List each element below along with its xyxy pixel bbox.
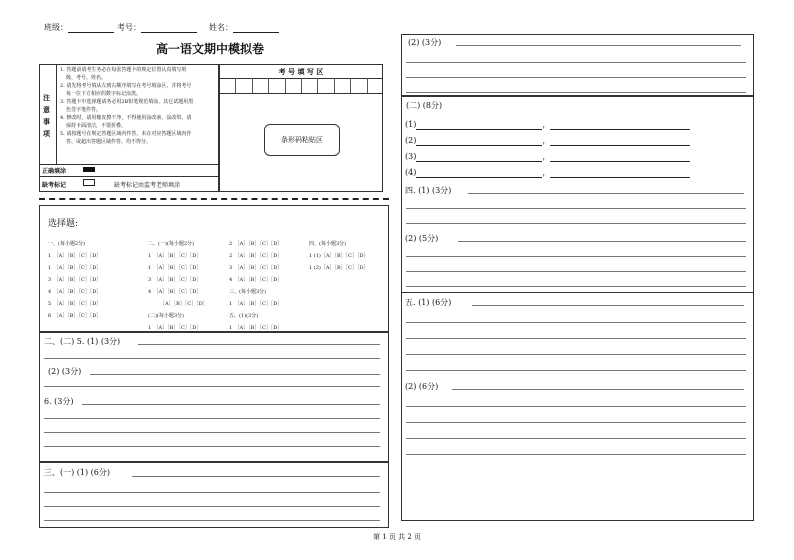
notice-text: 1. 答题前请考生务必在每张答题卡的规定位置认真填写班 级、考号、姓名。 2. 请先将考号填从左到右顺序填写在考号填涂区，并将考号 每一位下方相应的数字标记涂黑。 3. 答题卡中选择题请务必用2B铅笔规范填涂，其它试题用黑 色签字笔作答。 4. 修改时，请用橡皮擦干净，不得使用涂改液、涂改带。请 保持卡面清洁，不要折叠。 5. 请按题号在规定答题区域内作答，未在对应答题区域内作 答、或超出答题区域作答，均不得分。 (60, 67, 194, 145)
q4-1-label: 四. (1) (3分) (405, 186, 452, 195)
page-title: 高一语文期中模拟卷 (156, 42, 265, 56)
q2-5-label: 二、(二) 5. (1) (3分) (44, 337, 121, 346)
answer-box-right-1 (401, 34, 754, 96)
blank-3[interactable]: (3) ， (405, 151, 690, 162)
exam-no-cell-divider (235, 78, 236, 93)
filled-mark-sample (83, 167, 95, 172)
exam-no-field[interactable] (117, 22, 197, 33)
exam-no-label: 考号： (117, 23, 141, 32)
choice-col-3[interactable]: 2 ［A］［B］［C］［D］ 2 ［A］［B］［C］［D］ 3 ［A］［B］［C］［D］ 4 ［A］［B］［C］［D］ 三、(每小题3分) 1 ［A］［B］［C］［D］ 五、(1)(3分) 1 ［A］［B］［C］［D］ (229, 241, 283, 331)
q6-label: 6. (3分) (44, 397, 74, 406)
cut-line (39, 198, 389, 200)
choice-col-4[interactable]: 四、(每小题3分) 1 (1)［A］［B］［C］［D］ 1 (2)［A］［B］［C］［D］ (309, 241, 369, 271)
exam-no-cell-divider (268, 78, 269, 93)
notice-side-label: 注 意 事 项 (43, 93, 50, 138)
exam-no-cell-divider (334, 78, 335, 93)
barcode-label: 条形码粘贴区 (281, 136, 323, 144)
q4-2-label: (2) (5分) (405, 234, 439, 243)
exam-no-cell-divider (301, 78, 302, 93)
blank-4[interactable]: (4) ， (405, 167, 690, 178)
exam-no-area-title: 考 号 填 写 区 (278, 67, 324, 76)
q5-1-label: 五. (1) (6分) (405, 298, 452, 307)
q2-5-2-label: (2) (3分) (48, 367, 82, 376)
q5-2-label: (2) (6分) (405, 382, 439, 391)
fill-correct-label: 正确填涂 (42, 168, 67, 175)
q3-label: 三、(一) (1) (6分) (44, 468, 110, 477)
blank-2[interactable]: (2) ， (405, 135, 690, 146)
name-field[interactable] (209, 22, 279, 33)
blank-1[interactable]: (1) ， (405, 119, 690, 130)
q-two-label: (二) (8分) (406, 101, 443, 110)
choice-col-2[interactable]: 二、(一)(每小题2分) 1 ［A］［B］［C］［D］ 1 ［A］［B］［C］［D］ 3 ［A］［B］［C］［D］ 4 ［A］［B］［C］［D］ ［A］［B］［C］［D］ (二)(每小题3分) 1 ［A］［B］［C］［D］ (148, 241, 208, 331)
exam-no-cell-divider (285, 78, 286, 93)
page-footer: 第 1 页 共 2 页 (372, 533, 422, 541)
class-field[interactable] (44, 22, 114, 33)
choice-col-1[interactable]: 一、(每小题2分) 1 ［A］［B］［C］［D］ 1 ［A］［B］［C］［D］ 3 ［A］［B］［C］［D］ 4 ［A］［B］［C］［D］ 5 ［A］［B］［C］［D］ 6 ［A］［B］［C］［D］ (48, 241, 102, 319)
exam-no-cell-divider (252, 78, 253, 93)
missing-label: 缺考标记 (42, 182, 67, 189)
name-label: 姓名： (209, 23, 233, 32)
class-label: 班级： (44, 23, 68, 32)
exam-no-cell-divider (367, 78, 368, 93)
answer-box-2 (39, 332, 389, 462)
choice-title: 选择题: (48, 219, 79, 229)
missing-checkbox[interactable] (83, 179, 95, 186)
q-top2-label: (2) (3分) (408, 38, 442, 47)
missing-note: 缺考标记由监考老师填涂 (114, 182, 181, 189)
exam-no-cell-divider (350, 78, 351, 93)
exam-no-cell-divider (317, 78, 318, 93)
